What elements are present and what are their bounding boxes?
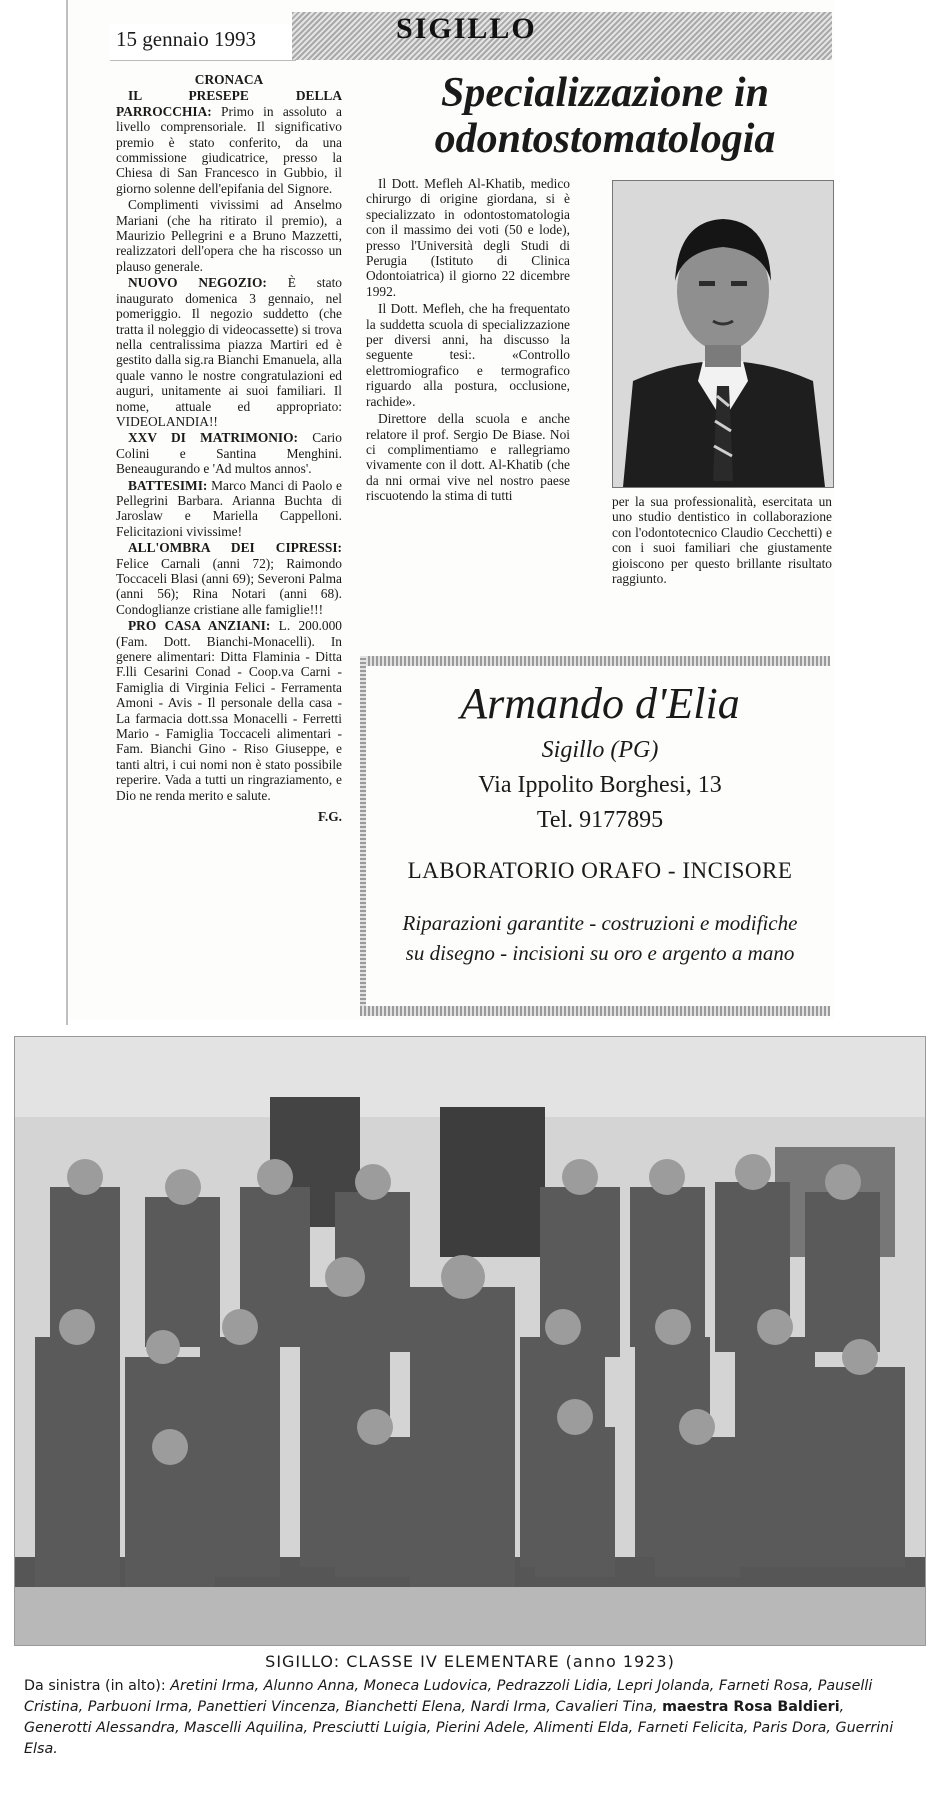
article-paragraph-3: Direttore della scuola e anche relatore il prof. Sergio De Biase. Noi ci complimentiamo e rallegriamo vivamente con il dott. Al-Khatib (che da nni ormai vive nel nostro paese riscuotendo la stima di tutti (366, 411, 570, 504)
portrait-photo (612, 180, 834, 488)
ad-phone: Tel. 9177895 (536, 807, 664, 833)
anziani-text: L. 200.000 (Fam. Dott. Bianchi-Monacelli). In genere alimentari: Ditta Flaminia - Ditta F.lli Cesarini Conad - Coop.va Carni - Famiglia di Virginia Felici - Ferramenta Amoni - Avis - Il personale della casa - La farmacia dott.ssa Monacelli - Ferretti Mario - Famiglia Toccaceli alimentari - Fam. Bianchi Gino - Riso Giuseppe, e tanti altri, i cui nomi non è stato possibile reperire. Vada a tutti un ringraziamento, e Dio ne renda merito e salute. (116, 618, 342, 803)
article-headline (380, 70, 830, 162)
cipressi-paragraph (116, 540, 342, 617)
cronaca-column (116, 72, 342, 825)
ad-address: Via Ippolito Borghesi, 13 (478, 772, 722, 798)
ad-border-left (360, 656, 366, 1016)
cipressi-head: ALL'OMBRA DEI CIPRESSI: (128, 540, 342, 556)
negozio-text: È stato inaugurato domenica 3 gennaio, nel pomeriggio. Il negozio suddetto (che tratta il noleggio di videocassette) si trova nella centralissima piazza Martiri ed è gestito dalla sig.ra Bianchi Emanuela, alla quale vanno le nostre congratulazioni ed auguri, unitamente ai suoi familiari. Il nome, attuale ed appropriato: VIDEOLANDIA!! (116, 275, 342, 429)
anziani-paragraph (116, 618, 342, 803)
ad-border-bottom (360, 1006, 830, 1016)
headline-line-2: odontostomatologia (434, 116, 776, 162)
battesimi-text: Marco Manci di Paolo e Pellegrini Barbara. Arianna Buchta di Jaroslaw e Mariella Cappelloni. Felicitazioni vivissime! (116, 477, 342, 539)
article-column-continued: per la sua professionalità, esercitata un uno studio dentistico in collaborazione con l'odontotecnico Claudio Cecchetti) e con i suoi familiari che giustamente gioiscono per questo brillante risultato raggiunto. (612, 494, 832, 587)
presepe-paragraph (116, 88, 342, 196)
caption-lead: Da sinistra (in alto): (24, 1678, 171, 1694)
section-title: CRONACA (194, 72, 264, 87)
advertisement (370, 670, 830, 968)
matrimonio-paragraph (116, 430, 342, 476)
photo-caption-names (24, 1676, 914, 1760)
battesimi-head: BATTESIMI: (128, 477, 208, 493)
matrimonio-text: Cario Colini e Santina Menghini. Beneaugurando e 'Ad multos annos'. (116, 430, 342, 477)
negozio-paragraph (116, 275, 342, 429)
ad-business-name: Armando d'Elia (460, 679, 740, 728)
author-signature: F.G. (317, 809, 342, 825)
class-photo (14, 1036, 926, 1646)
article-paragraph-2: Il Dott. Mefleh, che ha frequentato la suddetta scuola di specializzazione per diversi anni, ha discusso la seguente tesi:. «Controllo elettromiografico e termografico riguardo alla postura, occlusione, rachide». (366, 301, 570, 409)
class-photo-illustration (15, 1037, 925, 1645)
portrait-illustration (613, 181, 833, 487)
matrimonio-head: XXV DI MATRIMONIO: (128, 430, 299, 446)
masthead-title: SIGILLO (396, 12, 537, 45)
ad-border-top (360, 656, 830, 666)
clipping-edge (66, 0, 68, 1025)
headline-line-1: Specializzazione in (441, 70, 769, 116)
issue-date: 15 gennaio 1993 (116, 27, 256, 51)
battesimi-paragraph (116, 478, 342, 540)
caption-teacher: maestra Rosa Baldieri (662, 1699, 840, 1715)
article-paragraph-1: Il Dott. Mefleh Al-Khatib, medico chirurgo di origine giordana, si è specializzato in odontostomatologia con il massimo dei voti (50 e lode), presso l'Università degli Studi di Perugia (Istituto di Clinica Odontoiatrica) il giorno 22 dicembre 1992. (366, 176, 570, 299)
caption-names-1: Aretini Irma, Alunno Anna, Moneca Ludovica, Pedrazzoli Lidia, Lepri Jolanda, Farneti Rosa, Pauselli Cristina, Parbuoni Irma, Panettieri Vincenza, Bianchetti Elena, Nardi Irma, Cavalieri Tina, (24, 1678, 873, 1715)
presepe-text: Primo in assoluto a livello comprensoriale. Il significativo premio è stato conferito, da una commissione giudicatrice, presso la Chiesa di San Francesco in Gubbio, il giorno solenne dell'epifania del Signore. (116, 103, 342, 196)
masthead-band (292, 12, 832, 60)
ad-lab-title: LABORATORIO ORAFO - INCISORE (407, 858, 793, 883)
anziani-head: PRO CASA ANZIANI: (128, 618, 271, 634)
photo-caption-title: SIGILLO: CLASSE IV ELEMENTARE (anno 1923) (265, 1652, 675, 1671)
ad-services (370, 908, 830, 968)
presepe-head: IL PRESEPE DELLA PARROCCHIA: (116, 88, 342, 119)
negozio-head: NUOVO NEGOZIO: (128, 275, 267, 291)
ad-services-line-1: Riparazioni garantite - costruzioni e modifiche (402, 911, 798, 935)
complimenti-paragraph: Complimenti vivissimi ad Anselmo Mariani (che ha ritirato il premio), a Maurizio Pellegrini e a Bruno Mazzetti, realizzatori dell'opera che ha riscosso un plauso generale. (116, 197, 342, 274)
article-column (366, 176, 570, 506)
caption-names-2: , Generotti Alessandra, Mascelli Aquilina, Presciutti Luigia, Pierini Adele, Alimenti Elda, Farneti Felicita, Paris Dora, Guerrini Elsa. (24, 1699, 894, 1757)
ad-services-line-2: su disegno - incisioni su oro e argento a mano (405, 941, 795, 965)
cipressi-text: Felice Carnali (anni 72); Raimondo Toccaceli Blasi (anni 69); Severoni Palma (anni 56); Rina Notari (anni 68). Condoglianze cristiane alle famiglie!!! (116, 555, 342, 617)
ad-town: Sigillo (PG) (541, 737, 659, 763)
